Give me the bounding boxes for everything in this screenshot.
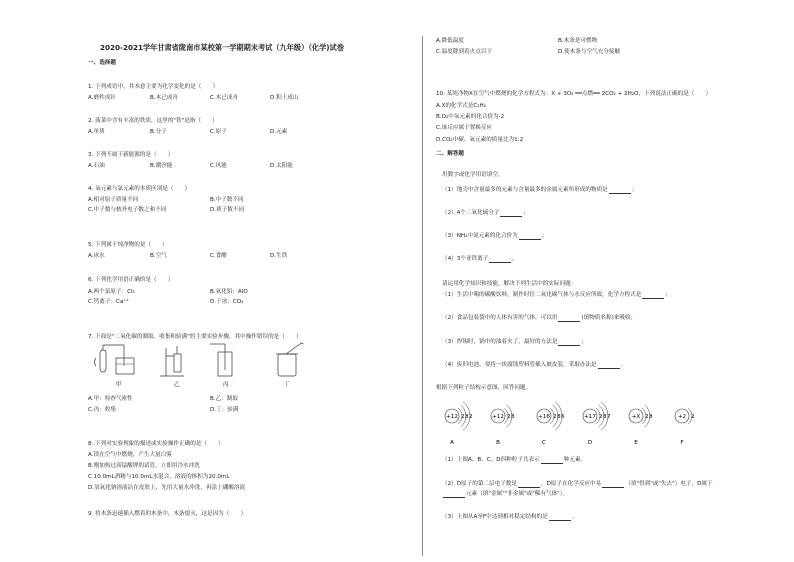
- question-12-item-4: （4）废旧电池，要将一块腐蚀塑料管插入被皮装，采取办法是 。: [442, 362, 627, 368]
- option: B.中子数不同: [210, 197, 244, 203]
- answer-blank[interactable]: [609, 188, 631, 194]
- option: A.磨杵成针: [88, 95, 116, 101]
- shell-electron-count: 7: [607, 414, 611, 420]
- apparatus-preparation: [160, 346, 184, 376]
- option: D.氢氧化钠溶液沾在皮肤上，先用大量水冲洗，再涂上硼酸溶液: [88, 485, 246, 491]
- shell-electron-count: 2: [645, 414, 649, 420]
- option: C.该反应属于置换反应: [436, 125, 493, 131]
- question-11-item-3: （3）NH₄中氮元素的化合价为 ；: [442, 233, 548, 239]
- page-title: 2020-2021学年甘肃省陇南市某校第一学期期末考试（九年级）（化学)试卷: [100, 43, 344, 52]
- question-13-item-3: （3）上图从A至F中达到相对稳定结构的是 。: [442, 514, 578, 520]
- option: C.风能: [210, 163, 227, 169]
- answer-blank[interactable]: [519, 234, 541, 240]
- shell-electron-count: 2: [507, 414, 511, 420]
- particle-A: [445, 402, 473, 446]
- option: A.两个氯原子：Cl₂: [88, 289, 135, 295]
- answer-blank[interactable]: [558, 340, 580, 346]
- apparatus-check-airtightness: [95, 345, 135, 374]
- option: B.木已成舟: [150, 95, 178, 101]
- option: A.单质: [88, 129, 105, 135]
- option: A.甲：检查气密性: [88, 396, 133, 402]
- option: B.空气: [150, 253, 167, 259]
- nucleus-charge: +16: [538, 414, 550, 420]
- answer-blank[interactable]: [549, 515, 571, 521]
- option: D.太阳能: [270, 163, 293, 169]
- lab-apparatus-figure: [94, 344, 324, 390]
- option: A.冰水: [88, 253, 105, 259]
- option: D.质子数不同: [210, 207, 245, 213]
- answer-blank[interactable]: [518, 482, 540, 488]
- option: B.乙：制取: [210, 396, 238, 402]
- option: C.食醋: [210, 253, 227, 259]
- particle-label: D: [587, 440, 593, 446]
- shell-electron-count: 8: [603, 414, 607, 420]
- question-12-stem: 请运用化学知识和技能，解决下列生活中的实际问题：: [442, 281, 577, 287]
- option: D.丁：验满: [210, 407, 239, 413]
- option: B.O₂中氧元素的化合价为-2: [436, 114, 505, 120]
- figure-label: 丁: [284, 382, 290, 388]
- question-13-item-2: （2）D原子的第二层电子数是 ，D原子在化学反应中易 （填"得到"或"失去"）电子，D属于: [442, 481, 713, 487]
- question-3-stem: 3. 下列不属于新能源的是（ ）: [88, 152, 174, 158]
- option: D.使木条与空气充分接触: [558, 49, 621, 55]
- question-10-stem: 10. 某纯净物X在空气中燃烧的化学方程式为：X + 3O₂ ══点燃══ 2CO₂ + 2H₂O，下列说法正确的是（ ）: [436, 91, 712, 97]
- answer-blank[interactable]: [443, 492, 465, 498]
- particle-label: C: [542, 440, 546, 446]
- column-divider: [422, 36, 423, 556]
- option: C.中子数与核外电子数之和不同: [88, 207, 167, 213]
- option: D.干冰：CO₂: [210, 299, 244, 305]
- question-8-stem: 8. 下列对实验现象的描述或实验操作正确的是（ ）: [88, 441, 224, 447]
- particle-B: [491, 405, 515, 446]
- shell-electron-count: 2: [469, 414, 473, 420]
- particle-E: [629, 405, 653, 446]
- question-5-stem: 5. 下列属于纯净物的是（ ）: [88, 242, 168, 248]
- shell-electron-count: 2: [599, 414, 603, 420]
- figure-label: 丙: [223, 382, 229, 388]
- question-11-item-2: （2）4个二氧化硫分子 ；: [442, 210, 530, 216]
- question-12-item-3: （3）焊锡时，锅中的油着火了，最好的方法是 ；: [442, 339, 588, 345]
- option: B.木条是可燃物: [558, 38, 598, 44]
- option: A.X的化学式是C₂H₄: [436, 103, 486, 109]
- answer-blank[interactable]: [642, 293, 664, 299]
- question-4-stem: 4. 氧元素与氯元素的本质区别是（ ）: [88, 186, 191, 192]
- answer-blank[interactable]: [598, 363, 620, 369]
- shell-electron-count: 6: [561, 414, 565, 420]
- question-13-item-2-line2: 元素（填"金属""非金属"或"稀有气体"）。: [442, 491, 568, 498]
- section-heading-answer: 二、解答题: [436, 151, 464, 157]
- particle-structure-diagrams: [436, 398, 726, 450]
- question-1-stem: 1. 下列成语中，其本意主要为化学变化的是（ ）: [88, 84, 219, 90]
- option: A.镁在空气中燃烧，产生大量白雾: [88, 452, 172, 458]
- shell-electron-count: 8: [511, 414, 515, 420]
- figure-label: 乙: [174, 382, 180, 388]
- question-11-stem: 用数字或化学用语填空。: [442, 172, 504, 178]
- option: D.元素: [270, 129, 288, 135]
- particle-label: E: [634, 440, 638, 446]
- answer-blank[interactable]: [500, 211, 522, 217]
- shell-electron-count: 2: [553, 414, 557, 420]
- option: A.石油: [88, 163, 105, 169]
- option: D.CO₂中碳、氧元素的质量比为1:2: [436, 137, 524, 143]
- section-heading-choice: 一、选择题: [88, 60, 116, 66]
- shell-electron-count: 8: [465, 414, 469, 420]
- particle-label: A: [450, 440, 454, 446]
- question-13-stem: 根据下列粒子结构示意图，回答问题。: [436, 385, 532, 391]
- shell-electron-count: 2: [461, 414, 465, 420]
- question-12-item-2: （2）食品包装袋中的人体有害的气体，可以用 (填物质名称)来吸收；: [442, 315, 637, 321]
- particle-F: [675, 408, 695, 446]
- question-11-item-4: （4）3个亚铁离子 。: [442, 256, 518, 262]
- particle-label: B: [496, 440, 500, 446]
- question-6-stem: 6. 下列化学用语正确的是（ ）: [88, 277, 174, 283]
- option: C.木已成舟: [210, 95, 239, 101]
- apparatus-check-full: [276, 343, 303, 376]
- question-9-stem: 9. 将木条迅速插入燃着的木条中，木条熄灭，这是因为（ ）: [88, 511, 247, 517]
- option: A.相对原子质量不同: [88, 197, 139, 203]
- particle-C: [537, 402, 565, 446]
- answer-blank[interactable]: [541, 458, 563, 464]
- option: C.10.0mL酒精与10.0mL水混合，溶液的体积为20.0mL: [88, 474, 230, 480]
- option: B.潮汐能: [150, 163, 173, 169]
- option: D.生铁: [270, 253, 288, 259]
- question-11-item-1: （1）地壳中含量最多的元素与含量最多的金属元素所形成的物质是 ；: [442, 187, 638, 193]
- question-13-item-1: （1）上图A、B、C、D四种粒子共表示 种元素。: [442, 457, 587, 463]
- nucleus-charge: +X: [631, 414, 641, 420]
- nucleus-charge: +12: [492, 414, 504, 420]
- nucleus-charge: +17: [584, 414, 596, 420]
- option: B.分子: [150, 129, 167, 135]
- question-7-stem: 7. 下面是"二氧化碳的制取、收集和验满"的主要实验步骤，其中操作错误的是（ ）: [88, 334, 302, 340]
- particle-D: [583, 402, 611, 446]
- answer-blank[interactable]: [558, 316, 580, 322]
- particle-label: F: [680, 440, 684, 446]
- question-12-item-1: （1）生活中喝的碳酸饮料，制作时往二氧化碳气体与水反应所致，化学方程式是 ；: [442, 292, 671, 298]
- nucleus-charge: +2: [677, 414, 687, 420]
- option: B.刚加热过高锰酸钾的试管，立即用冷水冲洗: [88, 463, 200, 469]
- option: C.温度降到着火点以下: [436, 49, 493, 55]
- option: C.原子: [210, 129, 227, 135]
- answer-blank[interactable]: [489, 257, 511, 263]
- nucleus-charge: +12: [446, 414, 458, 420]
- option: D.积土成山: [270, 95, 299, 101]
- shell-electron-count: 8: [557, 414, 561, 420]
- figure-label: 甲: [116, 382, 122, 388]
- answer-blank[interactable]: [602, 482, 624, 488]
- option: A.降低温度: [436, 38, 464, 44]
- option: B.氧化铝：AlO: [210, 289, 248, 295]
- apparatus-collection: [210, 344, 232, 376]
- option: C.钙离子：Ca⁺²: [88, 299, 129, 305]
- option: C.丙：收集: [88, 407, 117, 413]
- shell-electron-count: 8: [649, 414, 653, 420]
- question-2-stem: 2. 菠菜中含有丰富的铁质，这里的"铁"是指（ ）: [88, 118, 218, 124]
- shell-electron-count: 2: [691, 414, 695, 420]
